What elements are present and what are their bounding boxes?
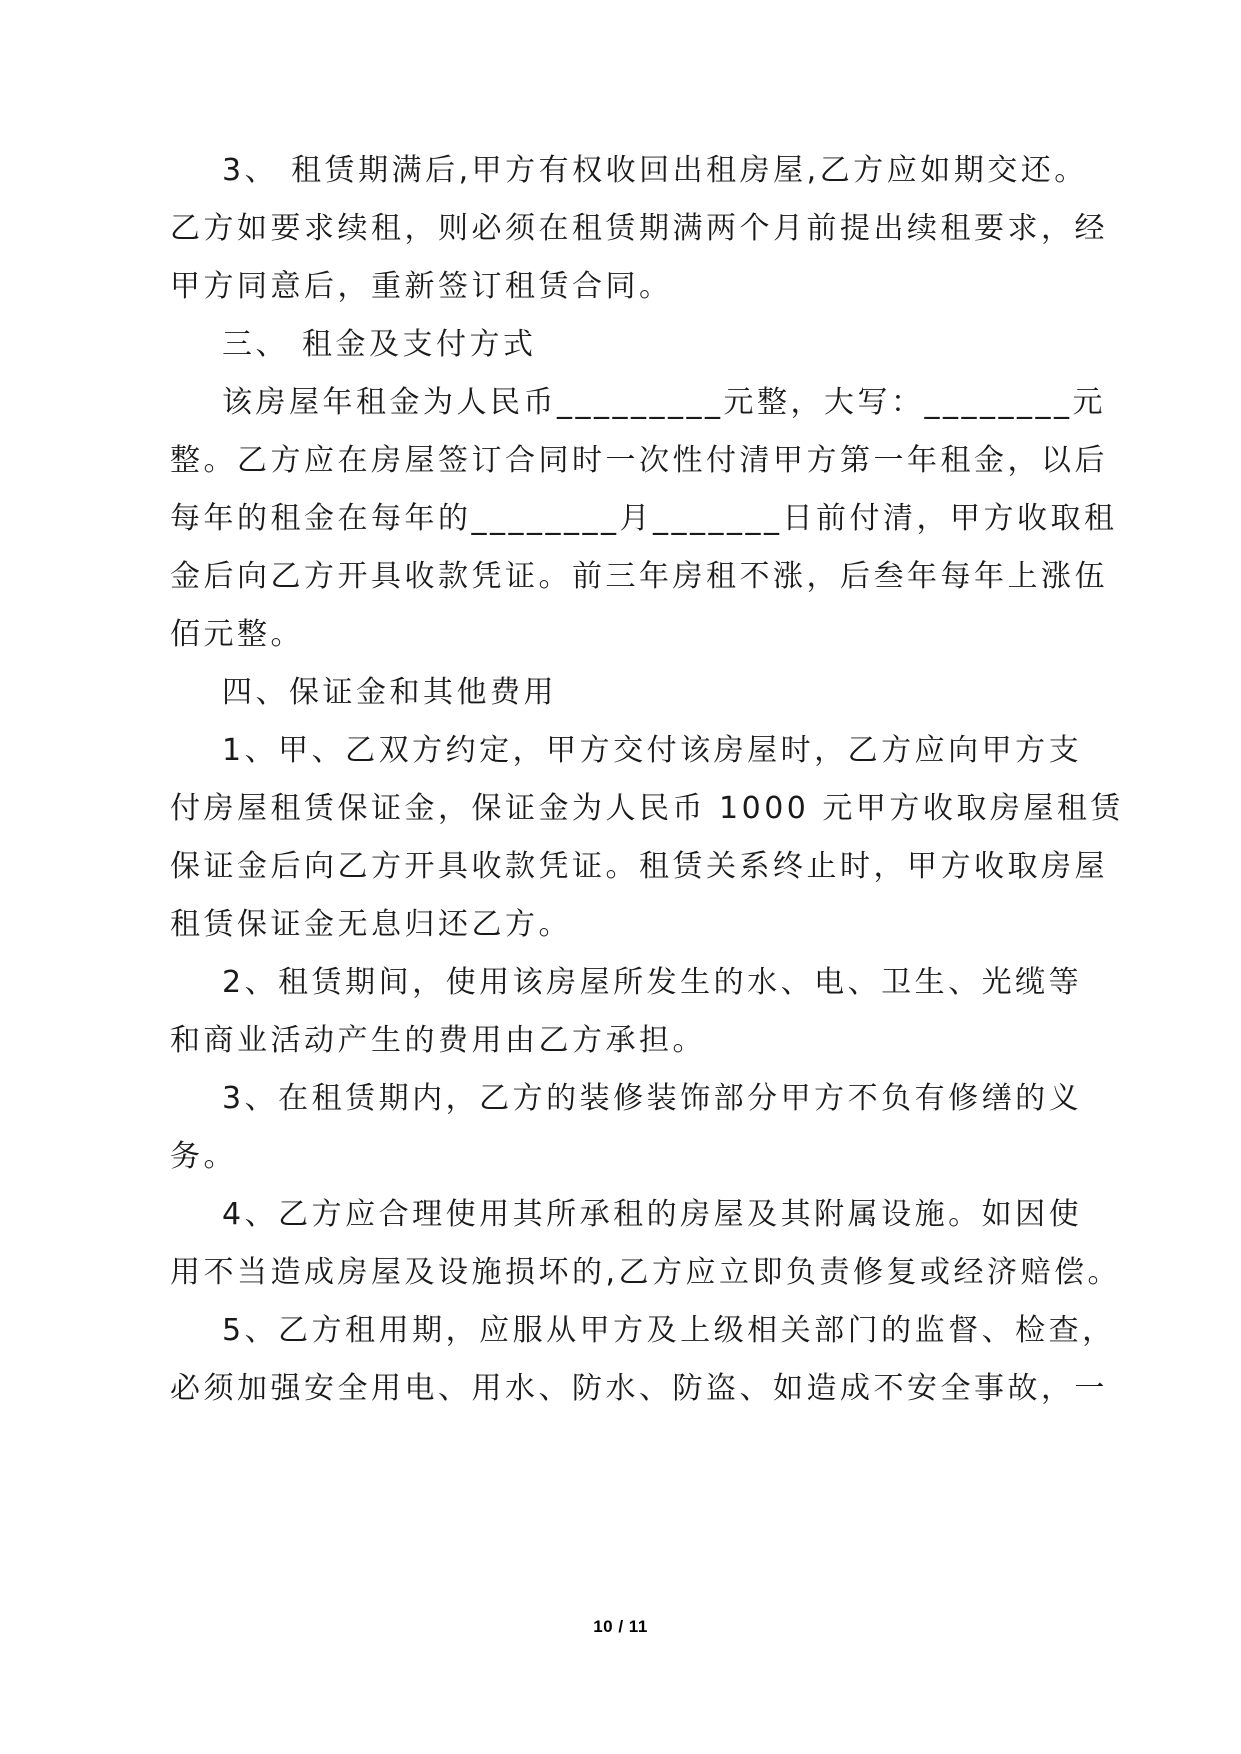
paragraph-line: 整。乙方应在房屋签订合同时一次性付清甲方第一年租金，以后 (170, 443, 1108, 478)
section-heading: 四、保证金和其他费用 (222, 675, 557, 710)
page-number: 10 / 11 (593, 1617, 648, 1636)
paragraph-line: 务。 (170, 1139, 237, 1174)
paragraph-line: 2、租赁期间，使用该房屋所发生的水、电、卫生、光缆等 (222, 965, 1083, 1000)
paragraph-line: 必须加强安全用电、用水、防水、防盗、如造成不安全事故，一 (170, 1371, 1108, 1406)
paragraph-line: 乙方如要求续租，则必须在租赁期满两个月前提出续租要求，经 (170, 211, 1108, 246)
paragraph-line: 付房屋租赁保证金，保证金为人民币 1000 元甲方收取房屋租赁 (170, 791, 1124, 826)
paragraph-line: 金后向乙方开具收款凭证。前三年房租不涨，后叁年每年上涨伍 (170, 559, 1108, 594)
paragraph-line: 和商业活动产生的费用由乙方承担。 (170, 1023, 706, 1058)
paragraph-line: 佰元整。 (170, 617, 304, 652)
paragraph-line: 5、乙方租用期，应服从甲方及上级相关部门的监督、检查， (222, 1313, 1116, 1348)
paragraph-line: 4、乙方应合理使用其所承租的房屋及其附属设施。如因使 (222, 1197, 1083, 1232)
paragraph-line: 保证金后向乙方开具收款凭证。租赁关系终止时，甲方收取房屋 (170, 849, 1108, 884)
paragraph-line: 3、 租赁期满后,甲方有权收回出租房屋,乙方应如期交还。 (222, 153, 1088, 188)
paragraph-line: 3、在租赁期内，乙方的装修装饰部分甲方不负有修缮的义 (222, 1081, 1083, 1116)
paragraph-line: 用不当造成房屋及设施损坏的,乙方应立即负责修复或经济赔偿。 (170, 1255, 1122, 1290)
paragraph-line: 该房屋年租金为人民币_________元整，大写：________元 (222, 385, 1106, 420)
paragraph-line: 租赁保证金无息归还乙方。 (170, 907, 572, 942)
paragraph-line: 1、甲、乙双方约定，甲方交付该房屋时，乙方应向甲方支 (222, 733, 1083, 768)
paragraph-line: 甲方同意后，重新签订租赁合同。 (170, 269, 673, 304)
section-heading: 三、 租金及支付方式 (222, 327, 537, 362)
paragraph-line: 每年的租金在每年的________月_______日前付清，甲方收取租 (170, 501, 1118, 536)
